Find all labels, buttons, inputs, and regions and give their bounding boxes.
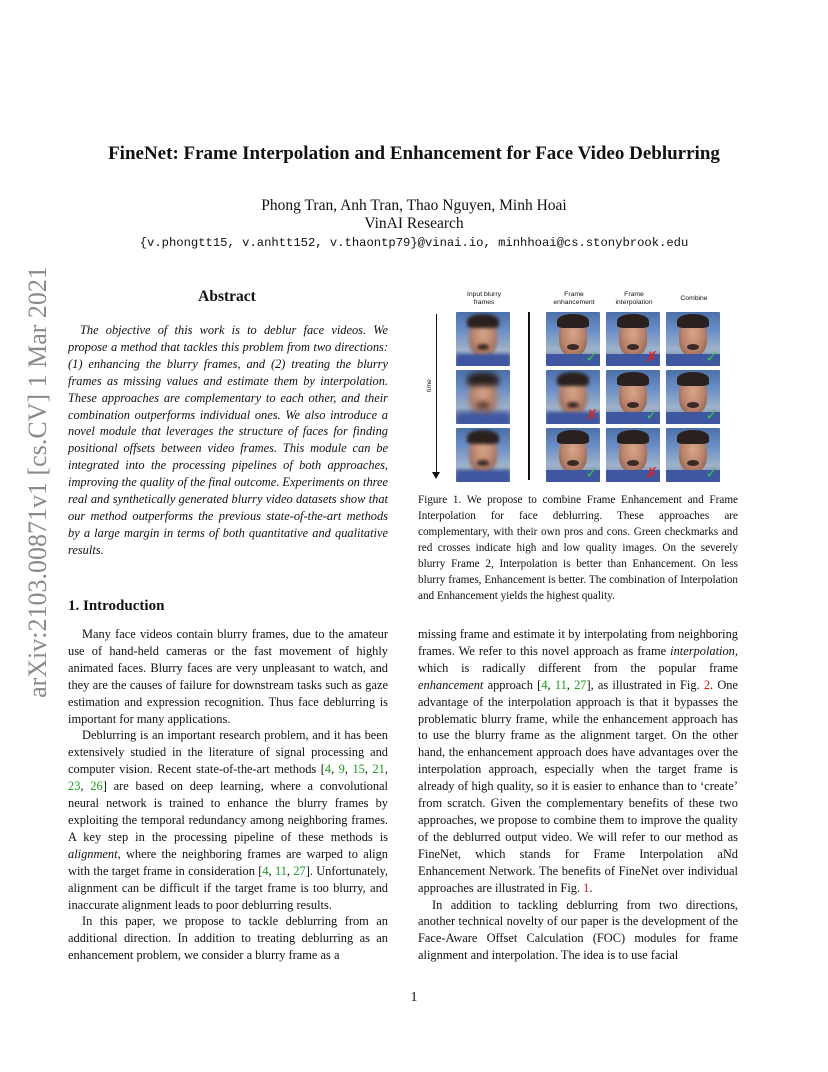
section-heading-introduction: 1. Introduction [68,598,165,614]
enhanced-frame-2 [546,370,600,424]
enhanced-frame-3 [546,428,600,482]
check-icon: ✓ [645,406,658,424]
check-icon: ✓ [705,406,718,424]
intro-paragraph-4: missing frame and estimate it by interpolating from neighboring frames. We refer to this novel approach as frame interpolation, which is radically different from the popular frame enhancement approach [4, 11, 27], as illustrated in Fig. 2. One advantage of the interpolation approach is that it bypasses the problematic blurry frame, while the enhancement approach has to use the blurry frame as the alignment target. On the other hand, the enhancement approach does have advantages over the interpolation approach, especially when the target frame is already of high quality, so it is easier to enhance than to ‘create’ from scratch. Given the complementary benefits of these two approaches, we propose to combine them to improve the quality of the deblurred output video. We will refer to our method as FineNet, which stands for Frame Interpolation aNd Enhancement Network. The benefits of FineNet over individual approaches are illustrated in Fig. 1. [418,627,738,895]
text-span: Deblurring is an important research problem, and it has been extensively studied in the literature of signal processing and computer vision. Recent state-of-the-art methods [ [68,728,388,777]
check-icon: ✓ [585,464,598,482]
text-span: ], as illustrated in Fig. [586,677,704,692]
intro-paragraph-1: Many face videos contain blurry frames, due to the amateur use of hand-held cameras or the fast movement of highly animated faces. Blurry faces are very unpleasant to watch, and they are the causes of failure for downstream tasks such as gaze estimation and expression recognition. Thus face deblurring is important for many applications. [68,627,388,726]
citation-link[interactable]: 21 [372,762,385,777]
input-frame-1 [456,312,510,366]
arxiv-id: arXiv:2103.00871v1 [cs.CV] 1 Mar 2021 [23,266,52,698]
citation-link[interactable]: 4 [541,677,548,692]
combined-frame-3 [666,428,720,482]
emphasis: alignment [68,846,118,861]
input-frame-2 [456,370,510,424]
intro-paragraph-5: In addition to tackling deblurring from two directions, another technical novelty of our paper is the development of the Face-Aware Offset Calculation (FOC) modules for frame alignment and interpolation. The idea is to use facial [418,897,738,963]
check-icon: ✓ [585,348,598,366]
intro-paragraph-3: In this paper, we propose to tackle deblurring from an additional direction. In addition to treating deblurring as an enhancement problem, we consider a blurry frame as a [68,914,388,963]
col-label-enhancement: Frame enhancement [553,291,595,306]
col-label-interpolation: Frame interpolation [615,291,653,306]
text-span: ] are based on deep learning, where a convolutional neural network is trained to enhance the blurry frames by exploiting the temporal redundancy among neighboring frames. A key step in the processing pipeline of these methods is [68,779,388,844]
text-span: , which is radically different from the popular frame [418,643,738,675]
cross-icon: ✗ [645,348,658,366]
citation-link[interactable]: 23 [68,779,81,794]
author-list: Phong Tran, Anh Tran, Thao Nguyen, Minh Hoai [261,197,567,214]
combined-frame-1 [666,312,720,366]
check-icon: ✓ [705,464,718,482]
text-span: . One advantage of the interpolation approach is that it bypasses the problematic blurry frame, while the enhancement approach has to use the blurry frame as the alignment target. On the other hand, the enhancement approach does have advantages over the interpolation approach, especially when the target frame is already of high quality, so it is easier to enhance than to ‘create’ from scratch. Given the complementary benefits of these two approaches, we propose to combine them to improve the quality of the deblurred output video. We will refer to our method as FineNet, which stands for Frame Interpolation aNd Enhancement Network. The benefits of FineNet over individual approaches are illustrated in Fig. [418,677,738,895]
text-span: . [589,880,593,895]
figure-1 [418,288,748,488]
interpolated-frame-2 [606,370,660,424]
abstract-text: The objective of this work is to deblur face videos. We propose a method that tackles this problem from two directions: (1) enhancing the blurry frames, and (2) treating the blurry frames as missing values and estimate them by interpolation. These approaches are complementary to each other, and their combination outperforms individual ones. We also introduce a novel module that leverages the structure of faces for finding positional offsets between video frames. This module can be integrated into the processing pipelines of both approaches, improving the quality of the final outcome. Experiments on three real and synthetically generated blurry video datasets show that our method outperforms the previous state-of-the-art methods by a large margin in terms of both quantitative and qualitative results. [68,323,388,557]
interpolated-frame-1 [606,312,660,366]
combined-frame-2 [666,370,720,424]
affiliation: VinAI Research [364,215,464,232]
abstract-heading: Abstract [198,288,256,305]
left-column [68,626,388,964]
figure-1-caption: Figure 1. We propose to combine Frame Enhancement and Frame Interpolation for face deblurring. These approaches are complementary, with their own pros and cons. Green checkmarks and red crosses indicate high and low quality images. On the severely blurry Frame 2, Interpolation is better than Enhancement. On less blurry frames, Enhancement is better. The combination of Interpolation and Enhancement yields the highest quality. [418,494,738,602]
citation-link[interactable]: 15 [352,762,365,777]
citation-link[interactable]: 11 [274,863,287,878]
page-number: 1 [410,990,418,1005]
right-column [418,626,738,964]
citation-link[interactable]: 27 [574,677,587,692]
emphasis: enhancement [418,677,484,692]
col-label-combine: Combine [680,295,708,302]
cross-icon: ✗ [585,406,598,424]
intro-paragraph-2: Deblurring is an important research problem, and it has been extensively studied in the literature of signal processing and computer vision. Recent state-of-the-art methods [4, 9, 15, 21, 23, 26] are based on deep learning, where a convolutional neural network is trained to enhance the blurry frames by exploiting the temporal redundancy among neighboring frames. A key step in the processing pipeline of these methods is alignment, where the neighboring frames are warped to align with the target frame in consideration [4, 11, 27]. Unfortunately, alignment can be difficult if the target frame is too blurry, and inaccurate alignment leads to poor deblurring results. [68,728,389,912]
time-label: time [426,379,433,392]
check-icon: ✓ [705,348,718,366]
emphasis: interpolation [670,643,735,658]
figure-separator [528,312,530,480]
citation-link[interactable]: 4 [262,863,269,878]
text-span: , where the neighboring frames are warped to align with the target frame in consideration [ [68,846,388,878]
citation-link[interactable]: 11 [554,677,567,692]
figure-link[interactable]: 1 [583,880,590,895]
input-frame-3 [456,428,510,482]
col-label-input: Input blurry frames [466,291,501,306]
figure-link[interactable]: 2 [703,677,711,692]
citation-link[interactable]: 9 [338,762,345,777]
cross-icon: ✗ [645,464,658,482]
enhanced-frame-1 [546,312,600,366]
text-span: approach [ [483,677,542,692]
text-span: missing frame and estimate it by interpolating from neighboring frames. We refer to this novel approach as frame [418,627,738,658]
text-span: ]. Unfortunately, alignment can be difficult if the target frame is too blurry, and inaccurate alignment leads to poor deblurring results. [68,863,389,912]
time-arrow-head [432,472,440,479]
paper-title: FineNet: Frame Interpolation and Enhancement for Face Video Deblurring [108,143,720,164]
interpolated-frame-3 [606,428,660,482]
author-emails: {v.phongtt15, v.anhtt152, v.thaontp79}@vinai.io, minhhoai@cs.stonybrook.edu [139,236,689,250]
citation-link[interactable]: 26 [90,779,103,794]
arxiv-sidebar [18,266,58,698]
citation-link[interactable]: 27 [293,863,306,878]
citation-link[interactable]: 4 [324,762,332,777]
time-axis-arrow [436,314,437,476]
